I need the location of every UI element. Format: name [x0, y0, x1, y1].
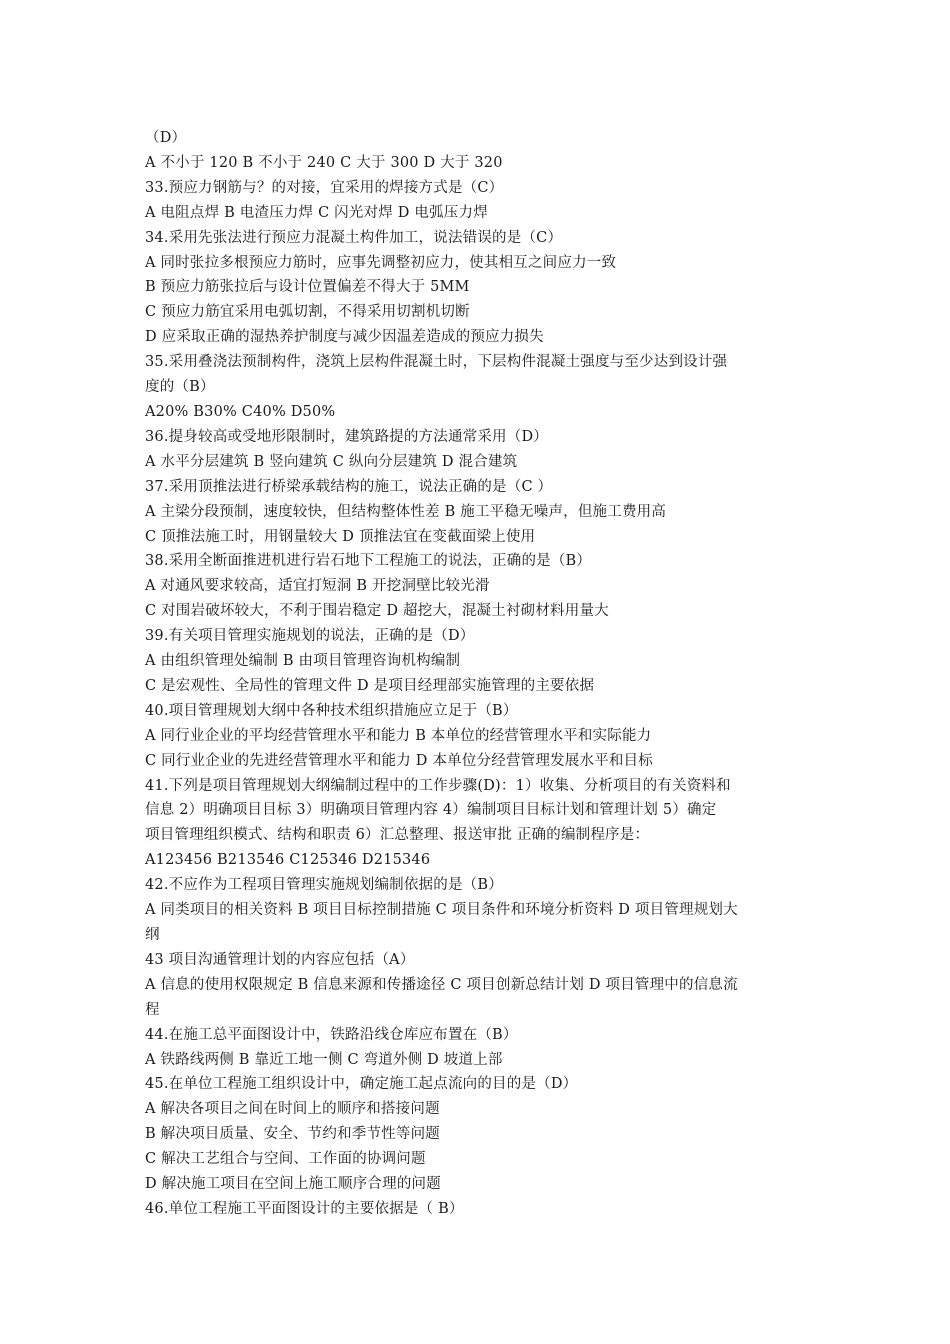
text-line: 信息 2）明确项目目标 3）明确项目管理内容 4）编制项目目标计划和管理计划 5）确定	[145, 802, 717, 819]
text-line: A 对通风要求较高，适宜打短洞 B 开挖洞壁比较光滑	[145, 578, 490, 595]
text-line: 40.项目管理规划大纲中各种技术组织措施应立足于（B）	[145, 702, 518, 719]
text-line: A 不小于 120 B 不小于 240 C 大于 300 D 大于 320	[145, 154, 503, 171]
text-line: 37.采用顶推法进行桥梁承载结构的施工，说法正确的是（C ）	[145, 478, 553, 495]
text-line: 35.采用叠浇法预制构件，浇筑上层构件混凝土时，下层构件混凝土强度与至少达到设计强	[145, 354, 728, 371]
text-line: 纲	[145, 927, 160, 943]
text-line: D 应采取正确的湿热养护制度与减少因温差造成的预应力损失	[145, 329, 544, 346]
text-line: 41.下列是项目管理规划大纲编制过程中的工作步骤(D)：1）收集、分析项目的有关资料和	[145, 777, 731, 794]
text-line: 45.在单位工程施工组织设计中，确定施工起点流向的目的是（D）	[145, 1076, 578, 1093]
text-line: 39.有关项目管理实施规划的说法，正确的是（D）	[145, 628, 475, 645]
text-line: C 解决工艺组合与空间、工作面的协调问题	[145, 1151, 426, 1168]
text-line: A 同行业企业的平均经营管理水平和能力 B 本单位的经营管理水平和实际能力	[145, 727, 652, 744]
text-line: A 主梁分段预制，速度较快，但结构整体性差 B 施工平稳无噪声，但施工费用高	[145, 503, 667, 520]
text-line: C 同行业企业的先进经营管理水平和能力 D 本单位分经营管理发展水平和目标	[145, 752, 653, 769]
text-line: 度的（B）	[145, 379, 215, 396]
text-line: A 水平分层建筑 B 竖向建筑 C 纵向分层建筑 D 混合建筑	[145, 453, 518, 470]
text-line: B 解决项目质量、安全、节约和季节性等问题	[145, 1126, 440, 1143]
document-body	[145, 126, 810, 1222]
text-line: C 对围岩破坏较大，不利于围岩稳定 D 超挖大，混凝土衬砌材料用量大	[145, 603, 609, 620]
text-line: 项目管理组织模式、结构和职责 6）汇总整理、报送审批 正确的编制程序是：	[145, 827, 650, 844]
text-line: C 是宏观性、全局性的管理文件 D 是项目经理部实施管理的主要依据	[145, 677, 595, 694]
text-line: B 预应力筋张拉后与设计位置偏差不得大于 5MM	[145, 279, 470, 296]
text-line: 38.采用全断面推进机进行岩石地下工程施工的说法，正确的是（B）	[145, 553, 592, 570]
text-line: 46.单位工程施工平面图设计的主要依据是（ B）	[145, 1200, 464, 1217]
text-line: 程	[145, 1001, 160, 1018]
text-line: D 解决施工项目在空间上施工顺序合理的问题	[145, 1176, 441, 1193]
text-line: 34.采用先张法进行预应力混凝土构件加工，说法错误的是（C）	[145, 229, 563, 246]
text-line: A 电阻点焊 B 电渣压力焊 C 闪光对焊 D 电弧压力焊	[145, 204, 488, 221]
text-line: 33.预应力钢筋与？的对接，宜采用的焊接方式是（C）	[145, 179, 504, 196]
text-line: 43 项目沟通管理计划的内容应包括（A）	[145, 951, 415, 968]
text-line: A123456 B213546 C125346 D215346	[145, 852, 431, 869]
text-line: （D）	[145, 130, 187, 146]
text-line: 36.提身较高或受地形限制时，建筑路提的方法通常采用（D）	[145, 428, 548, 445]
text-line: A 铁路线两侧 B 靠近工地一侧 C 弯道外侧 D 坡道上部	[145, 1051, 503, 1068]
text-line: A20% B30% C40% D50%	[145, 403, 336, 420]
text-line: A 同时张拉多根预应力筋时，应事先调整初应力，使其相互之间应力一致	[145, 254, 617, 271]
text-line: C 顶推法施工时，用钢量较大 D 顶推法宜在变截面梁上使用	[145, 528, 536, 545]
text-line: A 信息的使用权限规定 B 信息来源和传播途径 C 项目创新总结计划 D 项目管理中的信息流	[145, 976, 738, 993]
text-line: 42.不应作为工程项目管理实施规划编制依据的是（B）	[145, 877, 503, 894]
text-line: C 预应力筋宜采用电弧切割，不得采用切割机切断	[145, 304, 470, 321]
text-line: 44.在施工总平面图设计中，铁路沿线仓库应布置在（B）	[145, 1026, 518, 1043]
text-line: A 由组织管理处编制 B 由项目管理咨询机构编制	[145, 653, 461, 670]
text-line: A 同类项目的相关资料 B 项目目标控制措施 C 项目条件和环境分析资料 D 项目管理规划大	[145, 902, 738, 919]
text-line: A 解决各项目之间在时间上的顺序和搭接问题	[145, 1101, 440, 1118]
